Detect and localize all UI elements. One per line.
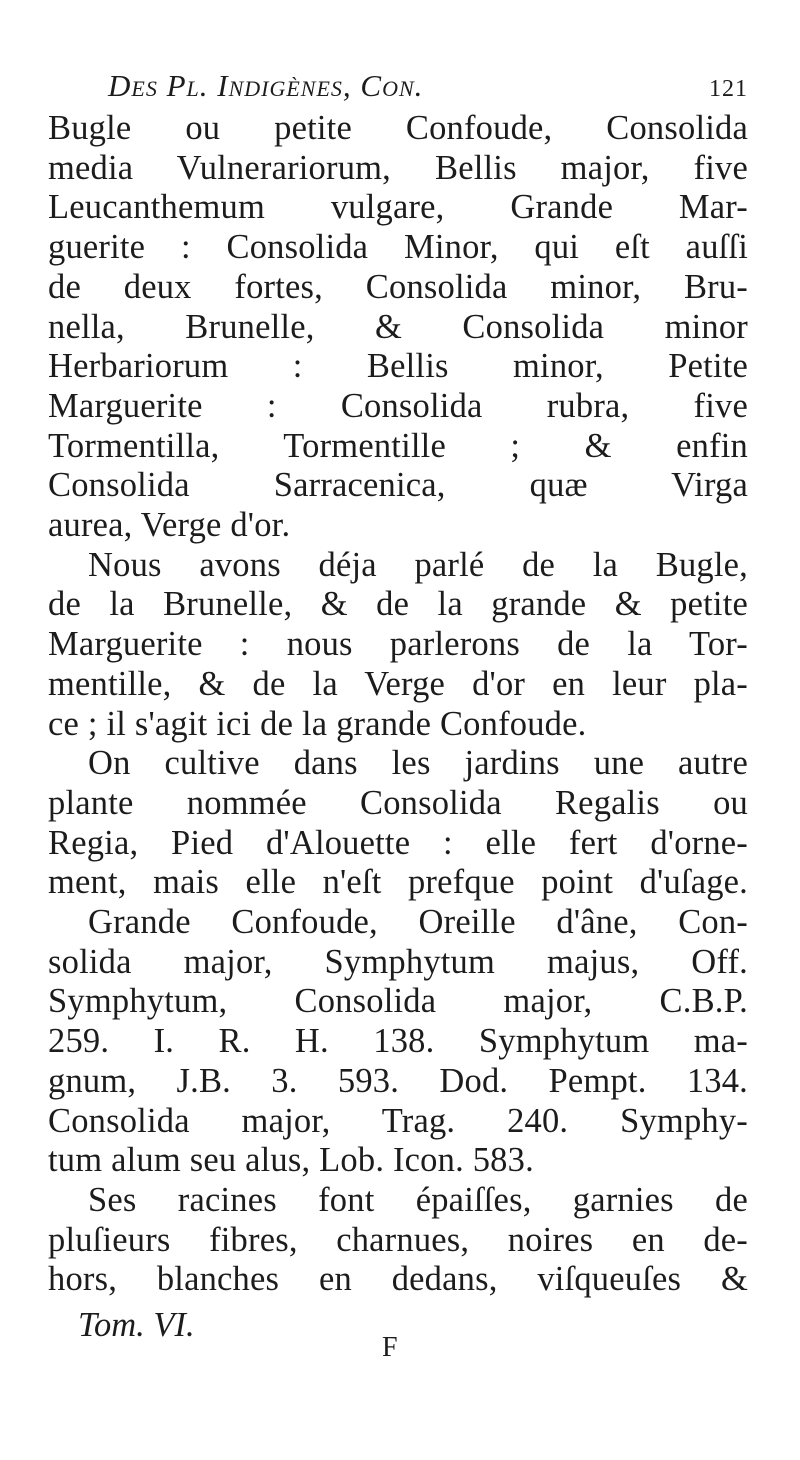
text-line: solida major, Symphytum majus, Off. — [48, 942, 748, 981]
text-line: Tormentilla, Tormentille ; & enfin — [48, 426, 748, 465]
text-line: Marguerite : nous parlerons de la Tor- — [48, 625, 748, 664]
text-line: tum alum seu alus, Lob. Icon. 583. — [48, 1141, 534, 1180]
text-line: mentille, & de la Verge d'or en leur pla- — [48, 664, 748, 703]
text-line: Grande Confoude, Oreille d'âne, Con- — [88, 903, 748, 942]
text-line: Nous avons déja parlé de la Bugle, — [88, 545, 748, 584]
text-line: plante nommée Consolida Regalis ou — [48, 783, 748, 822]
running-head — [108, 68, 748, 107]
text-line: Marguerite : Consolida rubra, five — [48, 386, 748, 425]
body-text — [48, 109, 748, 1300]
volume-mark: Tom. VI. — [78, 1306, 195, 1345]
text-line: gnum, J.B. 3. 593. Dod. Pempt. 134. — [48, 1061, 748, 1100]
running-title: Des Pl. Indigènes, Con. — [108, 68, 424, 103]
text-line: guerite : Consolida Minor, qui eſt auſſi — [48, 228, 748, 267]
text-line: Symphytum, Consolida major, C.B.P. — [48, 982, 748, 1021]
text-line: Consolida major, Trag. 240. Symphy- — [48, 1101, 748, 1140]
text-line: de la Brunelle, & de la grande & petite — [48, 585, 748, 624]
text-line: media Vulnerariorum, Bellis major, five — [48, 148, 748, 187]
page-number: 121 — [709, 76, 748, 102]
text-line: de deux fortes, Consolida minor, Bru- — [48, 267, 748, 306]
text-line: Consolida Sarracenica, quæ Virga — [48, 466, 748, 505]
text-line: On cultive dans les jardins une autre — [88, 744, 748, 783]
text-line: ment, mais elle n'eſt prefque point d'uſage. — [48, 863, 748, 902]
text-line: ce ; il s'agit ici de la grande Confoude. — [48, 704, 587, 743]
text-line: Ses racines font épaiſſes, garnies de — [88, 1180, 748, 1219]
signature-mark: F — [382, 1332, 398, 1364]
text-line: Herbariorum : Bellis minor, Petite — [48, 347, 748, 386]
page-footer — [48, 1306, 748, 1364]
text-line: Leucanthemum vulgare, Grande Mar- — [48, 188, 748, 227]
text-line: hors, blanches en dedans, viſqueuſes & — [48, 1260, 748, 1299]
text-line: pluſieurs fibres, charnues, noires en de- — [48, 1220, 748, 1259]
text-line: Regia, Pied d'Alouette : elle fert d'orne- — [48, 823, 748, 862]
text-line: aurea, Verge d'or. — [48, 506, 291, 545]
text-line: nella, Brunelle, & Consolida minor — [48, 307, 748, 346]
text-line: Bugle ou petite Confoude, Consolida — [48, 109, 748, 147]
text-line: 259. I. R. H. 138. Symphytum ma- — [48, 1022, 748, 1061]
